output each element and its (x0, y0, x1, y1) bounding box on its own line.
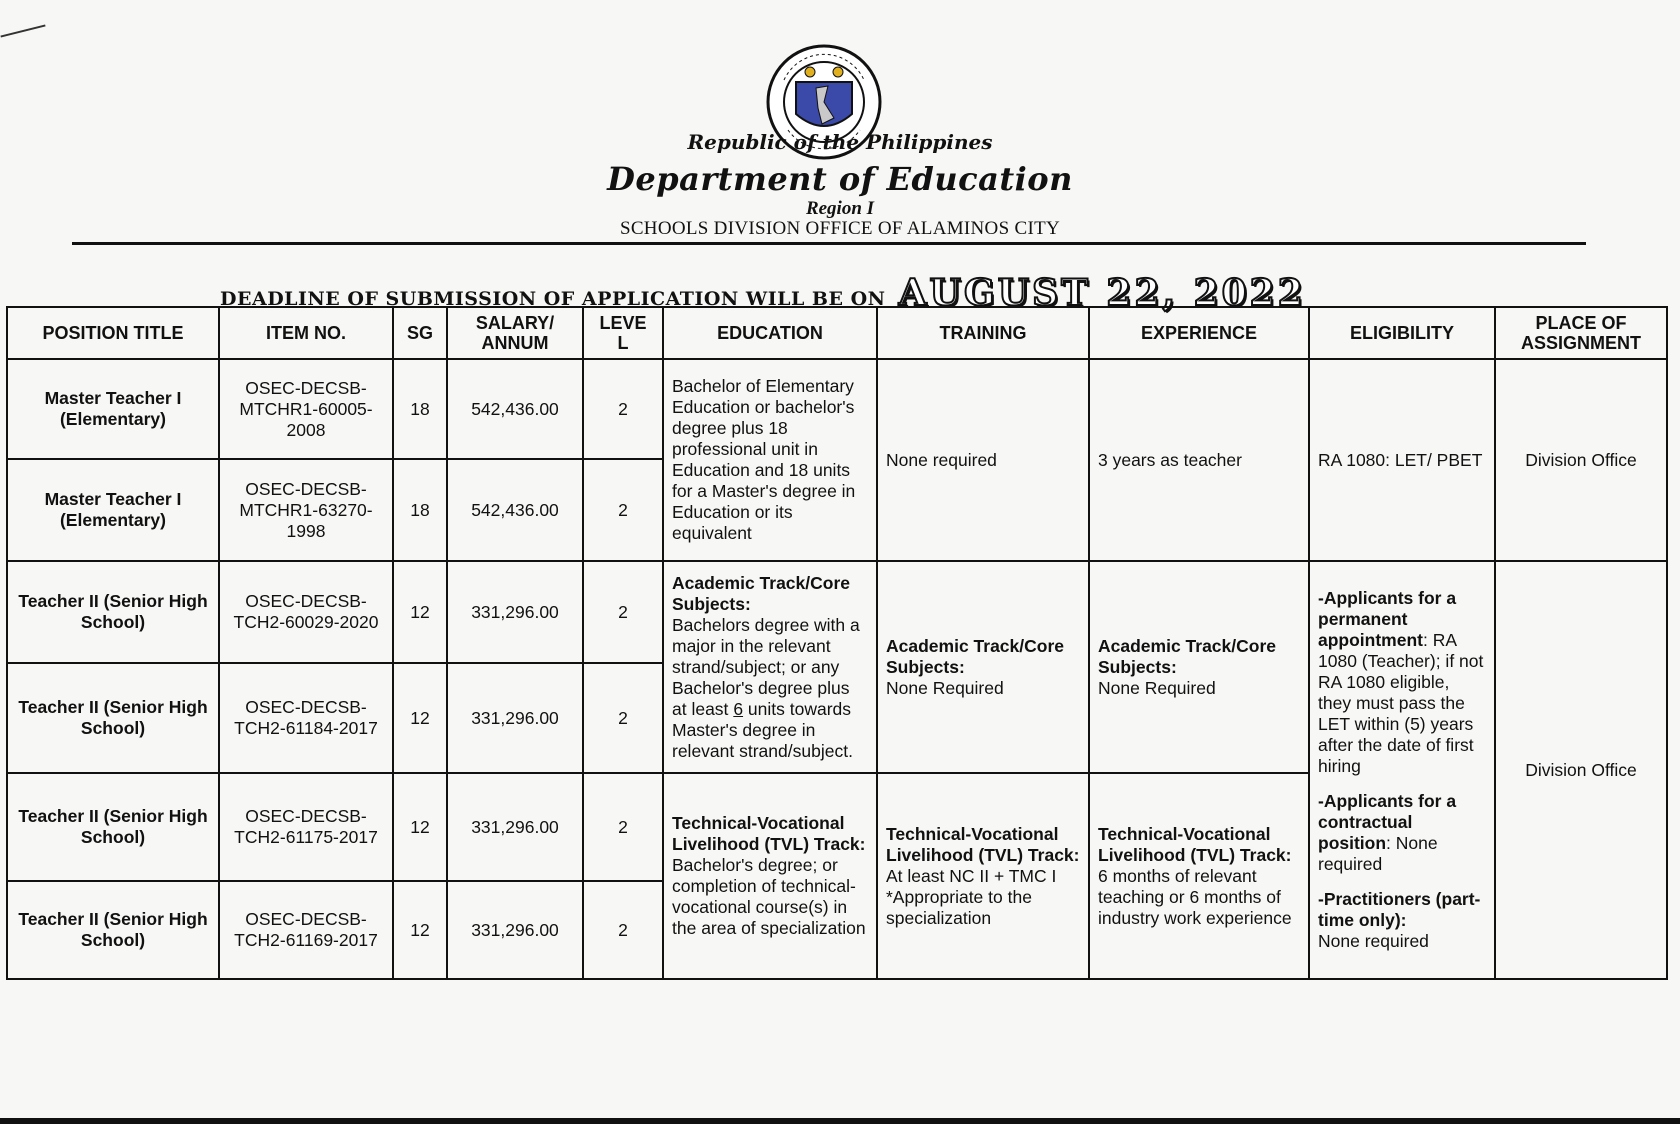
item-no: OSEC-DECSB-TCH2-61169-2017 (219, 881, 393, 979)
education-tvl-heading: Technical-Vocational Livelihood (TVL) Track: (672, 813, 866, 854)
salary: 331,296.00 (447, 773, 583, 881)
education-tvl-cell (663, 773, 877, 979)
training-academic-heading: Academic Track/Core Subjects: (886, 635, 1065, 677)
region-heading: Region I (805, 198, 875, 219)
training-cell: None required (877, 359, 1089, 561)
salary-grade: 12 (393, 773, 447, 881)
department-heading: Department of Education (607, 160, 1073, 198)
deadline-text: DEADLINE OF SUBMISSION OF APPLICATION WILL BE ON (220, 288, 886, 310)
position-title: Teacher II (Senior High School) (7, 773, 219, 881)
training-academic-cell (877, 561, 1089, 773)
place-cell: Division Office (1495, 359, 1667, 561)
experience-tvl-text: 6 months of relevant teaching or 6 months of industry work experience (1098, 865, 1292, 928)
vacancy-table (6, 306, 1668, 980)
republic-heading: Republic of the Philippines (687, 130, 993, 154)
level: 2 (583, 773, 663, 881)
level: 2 (583, 359, 663, 459)
eligibility-contractual-heading: -Applicants for a contractual position (1318, 791, 1457, 853)
training-tvl-text: At least NC II + TMC I *Appropriate to the specialization (886, 865, 1057, 928)
education-cell: Bachelor of Elementary Education or bachelor's degree plus 18 professional unit in Education and 18 units for a Master's degree in Education or its equivalent (663, 359, 877, 561)
header-sg: SG (393, 307, 447, 359)
position-title: Teacher II (Senior High School) (7, 561, 219, 663)
header-place: PLACE OF ASSIGNMENT (1495, 307, 1667, 359)
header-salary: SALARY/ ANNUM (447, 307, 583, 359)
salary: 331,296.00 (447, 561, 583, 663)
eligibility-shs-cell (1309, 561, 1495, 979)
experience-academic-heading: Academic Track/Core Subjects: (1098, 635, 1277, 677)
salary: 542,436.00 (447, 459, 583, 561)
salary: 331,296.00 (447, 881, 583, 979)
eligibility-permanent-text: : RA 1080 (Teacher); if not RA 1080 eligible, they must pass the LET within (5) years after the date of first hiring (1318, 630, 1484, 776)
education-academic-heading: Academic Track/Core Subjects: (672, 572, 851, 614)
header-item-no: ITEM NO. (219, 307, 393, 359)
position-title: Master Teacher I (Elementary) (7, 359, 219, 459)
education-academic-text-end: units towards Master's degree in relevant strand/subject. (672, 698, 853, 761)
education-academic-units: 6 (733, 698, 744, 719)
salary-grade: 12 (393, 561, 447, 663)
education-academic-cell (663, 561, 877, 773)
header-experience: EXPERIENCE (1089, 307, 1309, 359)
salary-grade: 12 (393, 881, 447, 979)
eligibility-contractual-text: : None required (1318, 833, 1438, 874)
eligibility-practitioners-heading: -Practitioners (part-time only): (1318, 889, 1481, 930)
level: 2 (583, 561, 663, 663)
scan-bottom-edge (0, 1118, 1680, 1124)
salary-grade: 18 (393, 459, 447, 561)
position-title: Teacher II (Senior High School) (7, 881, 219, 979)
experience-academic-text: None Required (1098, 677, 1216, 698)
place-shs-cell: Division Office (1495, 561, 1667, 979)
training-academic-text: None Required (886, 677, 1004, 698)
training-tvl-cell (877, 773, 1089, 979)
deadline-date: AUGUST 22, 2022 (898, 272, 1306, 314)
position-title: Teacher II (Senior High School) (7, 663, 219, 773)
eligibility-contractual (1318, 791, 1486, 875)
table-row (7, 359, 1667, 459)
table-row (7, 561, 1667, 663)
header-position-title: POSITION TITLE (7, 307, 219, 359)
item-no: OSEC-DECSB-TCH2-61175-2017 (219, 773, 393, 881)
position-title: Master Teacher I (Elementary) (7, 459, 219, 561)
header-training: TRAINING (877, 307, 1089, 359)
salary-grade: 12 (393, 663, 447, 773)
header-eligibility: ELIGIBILITY (1309, 307, 1495, 359)
experience-academic-cell (1089, 561, 1309, 773)
header-education: EDUCATION (663, 307, 877, 359)
training-tvl-heading: Technical-Vocational Livelihood (TVL) Track: (886, 823, 1080, 865)
item-no: OSEC-DECSB-TCH2-61184-2017 (219, 663, 393, 773)
experience-tvl-cell (1089, 773, 1309, 979)
experience-cell: 3 years as teacher (1089, 359, 1309, 561)
level: 2 (583, 663, 663, 773)
level: 2 (583, 881, 663, 979)
office-heading: SCHOOLS DIVISION OFFICE OF ALAMINOS CITY (619, 218, 1061, 239)
header-level: LEVE L (583, 307, 663, 359)
eligibility-cell: RA 1080: LET/ PBET (1309, 359, 1495, 561)
education-tvl-text: Bachelor's degree; or completion of technical-vocational course(s) in the area of specialization (672, 855, 866, 938)
item-no: OSEC-DECSB-MTCHR1-60005-2008 (219, 359, 393, 459)
experience-tvl-heading: Technical-Vocational Livelihood (TVL) Track: (1098, 823, 1292, 865)
education-academic-text: Bachelors degree with a major in the relevant strand/subject; or any Bachelor's degree plus at least (672, 614, 860, 719)
salary: 331,296.00 (447, 663, 583, 773)
level: 2 (583, 459, 663, 561)
salary-grade: 18 (393, 359, 447, 459)
salary: 542,436.00 (447, 359, 583, 459)
eligibility-permanent (1318, 588, 1486, 777)
scan-mark (0, 24, 45, 37)
eligibility-permanent-heading: -Applicants for a permanent appointment (1318, 588, 1457, 650)
header-divider (72, 242, 1586, 245)
item-no: OSEC-DECSB-MTCHR1-63270-1998 (219, 459, 393, 561)
table-header-row (7, 307, 1667, 359)
eligibility-practitioners (1318, 889, 1486, 952)
eligibility-practitioners-text: None required (1318, 931, 1429, 951)
item-no: OSEC-DECSB-TCH2-60029-2020 (219, 561, 393, 663)
